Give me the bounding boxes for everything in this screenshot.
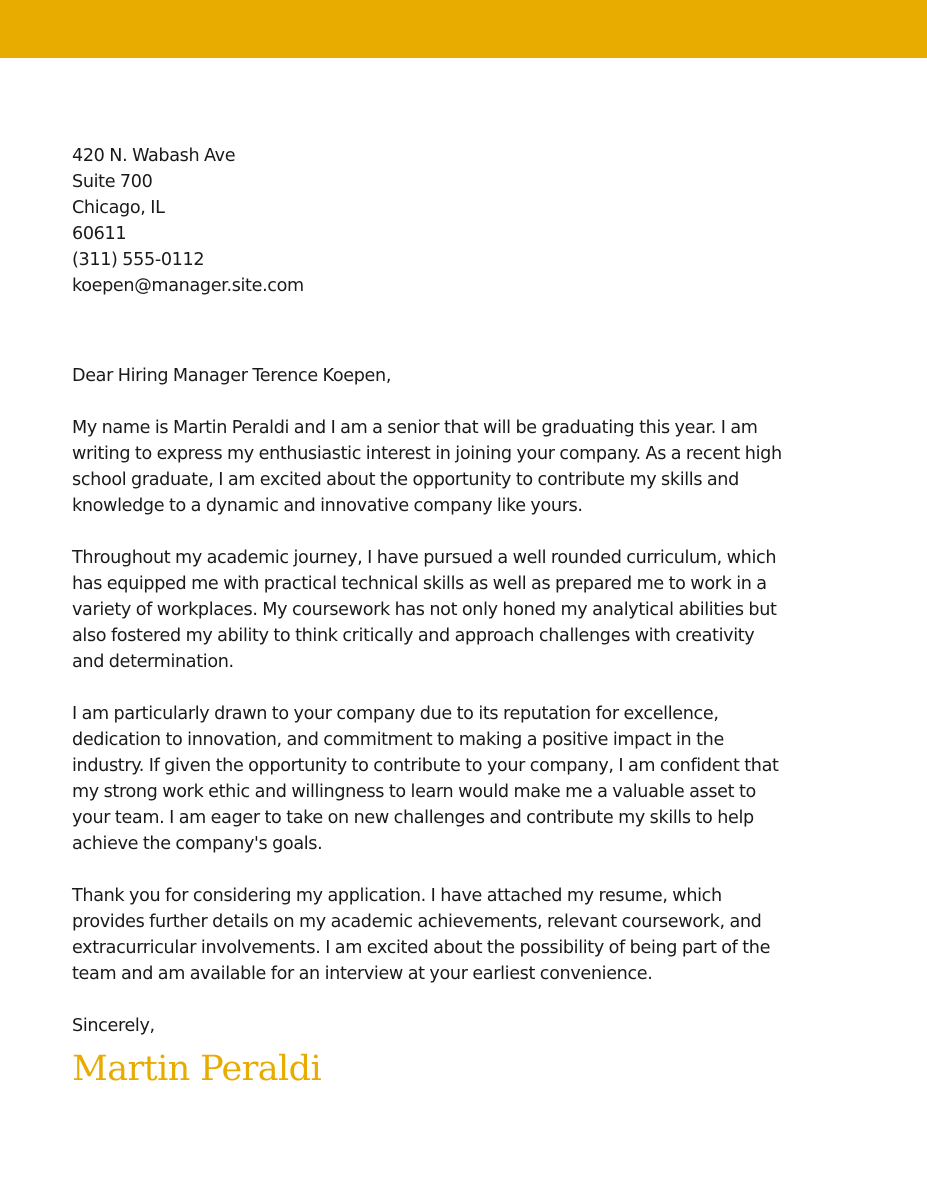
- address-zip: 60611: [72, 224, 127, 244]
- address-city-state: Chicago, IL: [72, 198, 165, 218]
- address-phone: (311) 555-0112: [72, 250, 205, 270]
- paragraph-line: my strong work ethic and willingness to learn would make me a valuable asset to: [72, 782, 756, 802]
- paragraph-line: variety of workplaces. My coursework has not only honed my analytical abilities but: [72, 600, 777, 620]
- address-street: 420 N. Wabash Ave: [72, 146, 236, 166]
- paragraph-line: has equipped me with practical technical skills as well as prepared me to work in a: [72, 574, 767, 594]
- closing: [72, 1013, 872, 1039]
- paragraph-line: team and am available for an interview at your earliest convenience.: [72, 964, 653, 984]
- body-paragraph-intro: [72, 415, 872, 519]
- salutation: [72, 363, 872, 389]
- recipient-address-block: [72, 143, 872, 299]
- paragraph-line: industry. If given the opportunity to contribute to your company, I am confident that: [72, 756, 779, 776]
- address-suite: Suite 700: [72, 172, 153, 192]
- paragraph-line: achieve the company's goals.: [72, 834, 323, 854]
- paragraph-line: Throughout my academic journey, I have pursued a well rounded curriculum, which: [72, 548, 777, 568]
- paragraph-line: school graduate, I am excited about the opportunity to contribute my skills and: [72, 470, 739, 490]
- paragraph-line: writing to express my enthusiastic interest in joining your company. As a recent high: [72, 444, 782, 464]
- cover-letter: [72, 143, 872, 1093]
- paragraph-line: knowledge to a dynamic and innovative company like yours.: [72, 496, 583, 516]
- address-email: koepen@manager.site.com: [72, 276, 304, 296]
- paragraph-line: provides further details on my academic achievements, relevant coursework, and: [72, 912, 762, 932]
- body-paragraph-academics: [72, 545, 872, 675]
- paragraph-line: extracurricular involvements. I am excited about the possibility of being part of the: [72, 938, 771, 958]
- paragraph-line: Thank you for considering my application. I have attached my resume, which: [72, 886, 722, 906]
- paragraph-line: My name is Martin Peraldi and I am a senior that will be graduating this year. I am: [72, 418, 758, 438]
- paragraph-line: I am particularly drawn to your company due to its reputation for excellence,: [72, 704, 719, 724]
- closing-text: Sincerely,: [72, 1016, 155, 1036]
- paragraph-line: your team. I am eager to take on new challenges and contribute my skills to help: [72, 808, 754, 828]
- body-paragraph-closing: [72, 883, 872, 987]
- header-accent-bar: [0, 0, 927, 58]
- signature-name: Martin Peraldi: [72, 1049, 322, 1089]
- salutation-text: Dear Hiring Manager Terence Koepen,: [72, 366, 392, 386]
- body-paragraph-motivation: [72, 701, 872, 857]
- paragraph-line: dedication to innovation, and commitment to making a positive impact in the: [72, 730, 724, 750]
- paragraph-line: also fostered my ability to think critically and approach challenges with creativity: [72, 626, 755, 646]
- paragraph-line: and determination.: [72, 652, 234, 672]
